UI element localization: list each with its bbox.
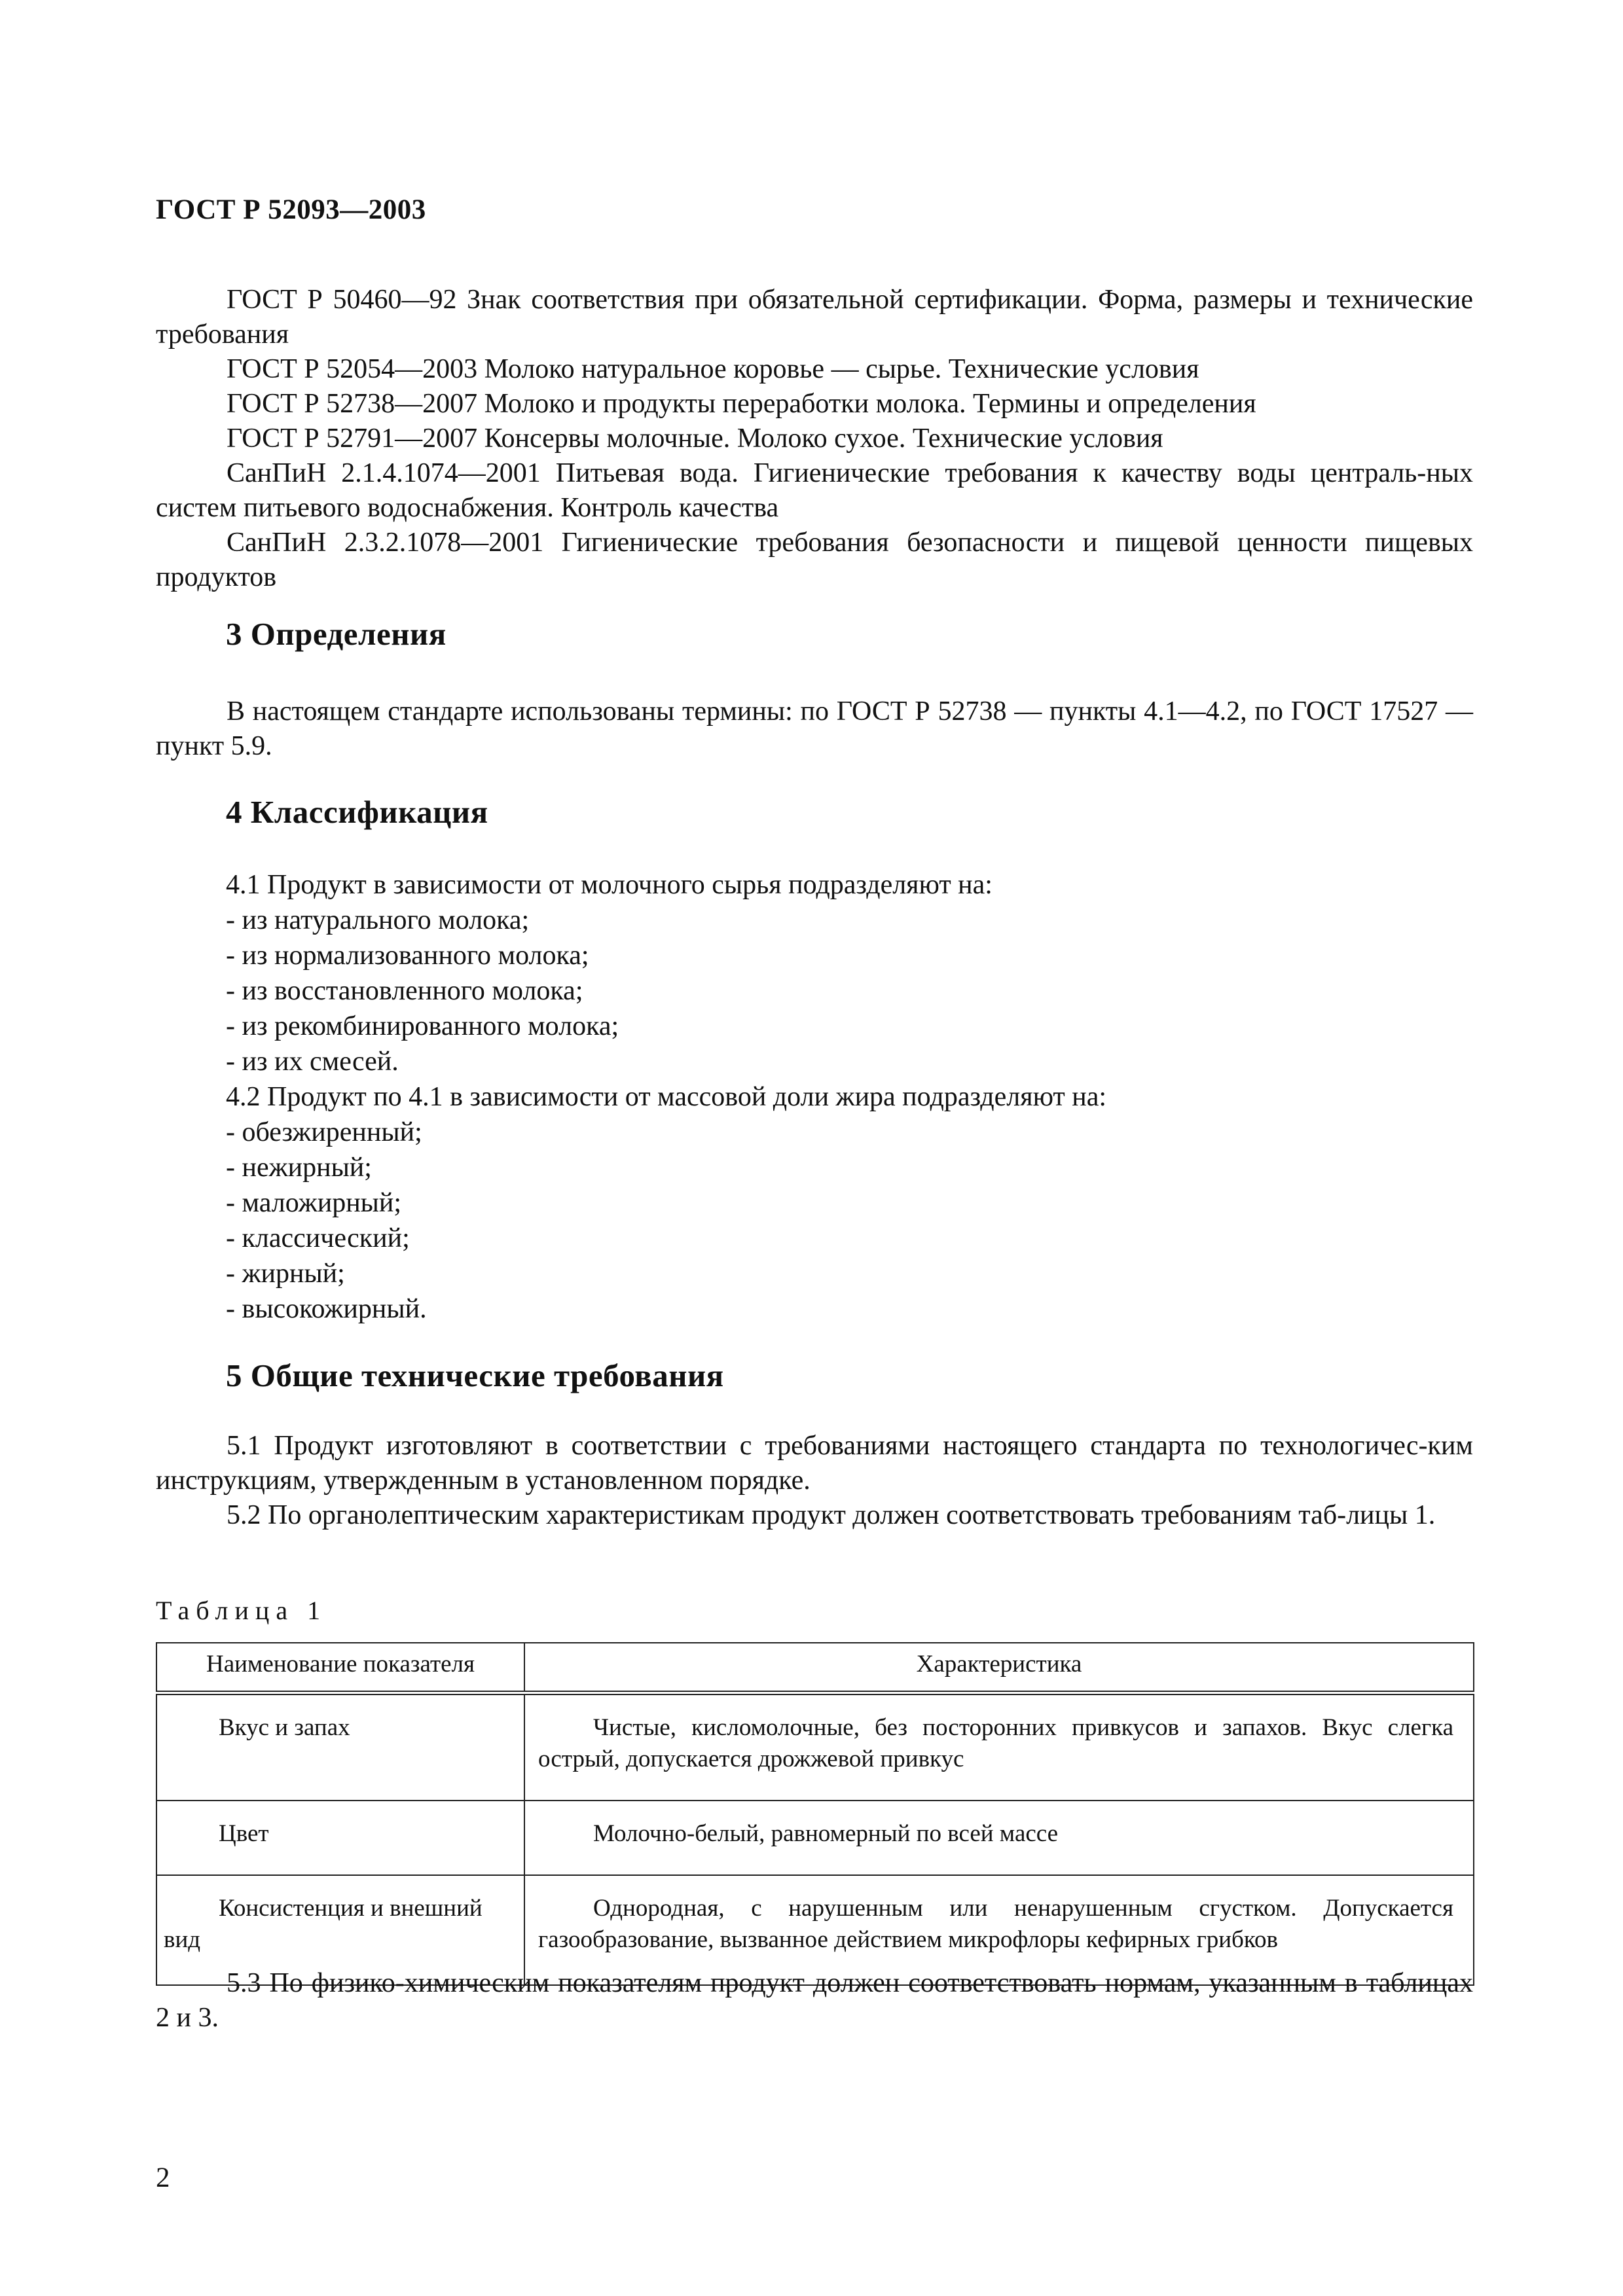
cell-text: Цвет (219, 1820, 269, 1847)
reference-item: СанПиН 2.1.4.1074—2001 Питьевая вода. Гигиенические требования к качеству воды централь-ных систем питьевого водоснабжения. Контроль качества (156, 458, 1473, 523)
list-item: - жирный; (226, 1259, 345, 1289)
table-cell-value (524, 1801, 1474, 1875)
list-item: - из нормализованного молока; (226, 941, 589, 971)
section-3-paragraph: В настоящем стандарте использованы термины: по ГОСТ Р 52738 — пункты 4.1—4.2, по ГОСТ 17527 — пункт 5.9. (156, 696, 1473, 761)
section-5-paragraph-2: 5.2 По органолептическим характеристикам продукт должен соответствовать требованиям таб-лицы 1. (227, 1500, 1436, 1530)
section-5-title: 5 Общие технические требования (226, 1357, 724, 1393)
list-item: - из рекомбинированного молока; (226, 1011, 619, 1041)
table-cell-value (524, 1693, 1474, 1801)
list-item: - нежирный; (226, 1153, 372, 1183)
table-cell-name (156, 1801, 524, 1875)
list-item: - маложирный; (226, 1188, 402, 1218)
cell-text: Однородная, с нарушенным или ненарушенным сгустком. Допускается газообразование, вызванное действием микрофлоры кефирных грибков (538, 1895, 1453, 1953)
reference-item: ГОСТ Р 52738—2007 Молоко и продукты переработки молока. Термины и определения (227, 389, 1256, 419)
reference-item: ГОСТ Р 50460—92 Знак соответствия при обязательной сертификации. Форма, размеры и технические требования (156, 285, 1473, 350)
list-item: - из натурального молока; (226, 905, 530, 935)
section-5-text (156, 1429, 1473, 1533)
table-row (156, 1801, 1474, 1875)
list-item: 4.2 Продукт по 4.1 в зависимости от массовой доли жира подразделяют на: (226, 1082, 1107, 1112)
section-4-title: 4 Классификация (226, 794, 488, 830)
list-item: - обезжиренный; (226, 1117, 422, 1147)
cell-text: Чистые, кисломолочные, без посторонних привкусов и запахов. Вкус слегка острый, допускается дрожжевой привкус (538, 1714, 1453, 1772)
list-item: - высокожирный. (226, 1294, 427, 1324)
table-header-row (156, 1643, 1474, 1693)
list-item: 4.1 Продукт в зависимости от молочного сырья подразделяют на: (226, 870, 993, 900)
table-1-label: Таблица 1 (156, 1596, 327, 1625)
document-code-header: ГОСТ Р 52093—2003 (156, 194, 426, 225)
list-item: - классический; (226, 1223, 410, 1253)
classification-list (226, 867, 1470, 1327)
reference-item: ГОСТ Р 52054—2003 Молоко натуральное коровье — сырье. Технические условия (227, 354, 1199, 384)
table-1 (156, 1642, 1474, 1986)
section-5-paragraph-1: 5.1 Продукт изготовляют в соответствии с требованиями настоящего стандарта по технологичес-ким инструкциям, утвержденным в установленном порядке. (156, 1431, 1473, 1496)
normative-references-list (156, 283, 1473, 595)
list-item: - из восстановленного молока; (226, 976, 583, 1006)
table-row (156, 1693, 1474, 1801)
section-3-title: 3 Определения (226, 616, 447, 652)
page-number: 2 (156, 2162, 170, 2193)
section-5-3-text (156, 1966, 1473, 2036)
table-cell-name (156, 1693, 524, 1801)
section-3-text (156, 694, 1473, 764)
cell-text: Консистенция и внешний вид (164, 1895, 483, 1953)
cell-text: Вкус и запах (219, 1714, 350, 1741)
reference-item: ГОСТ Р 52791—2007 Консервы молочные. Молоко сухое. Технические условия (227, 423, 1163, 454)
table-header-characteristic: Характеристика (524, 1643, 1474, 1693)
section-5-paragraph-3: 5.3 По физико-химическим показателям продукт должен соответствовать нормам, указанным в таблицах 2 и 3. (156, 1968, 1473, 2033)
table-header-name: Наименование показателя (156, 1643, 524, 1693)
cell-text: Молочно-белый, равномерный по всей массе (593, 1820, 1059, 1847)
list-item: - из их смесей. (226, 1047, 399, 1077)
reference-item: СанПиН 2.3.2.1078—2001 Гигиенические требования безопасности и пищевой ценности пищевых продуктов (156, 528, 1473, 592)
